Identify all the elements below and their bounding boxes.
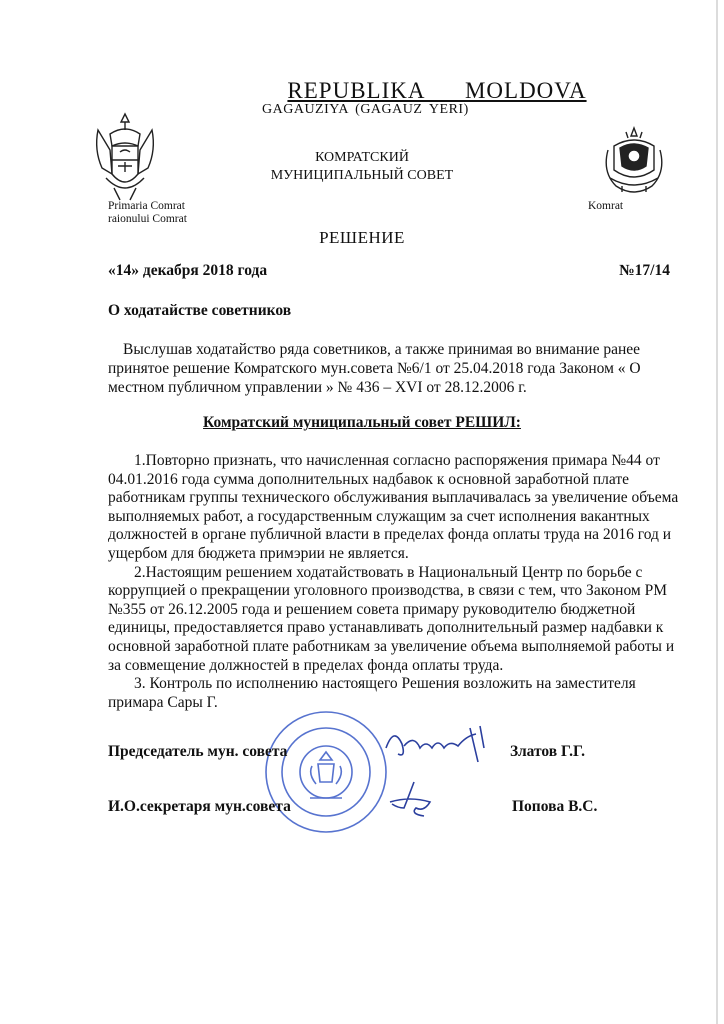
- preamble-paragraph: Выслушав ходатайство ряда советников, а также принимая во внимание ранее принятое решение Комратского мун.совета №6/1 от 25.04.2018 года Законом « О местном публичном управлении » № 436 – XVI от 28.12.2006 г.: [108, 341, 641, 396]
- council-name-line2: МУНИЦИПАЛЬНЫЙ СОВЕТ: [270, 168, 454, 183]
- council-name-line1: КОМРАТСКИЙ: [315, 150, 409, 165]
- chair-signature: [380, 718, 490, 768]
- primaria-label-line2: raionului Comrat: [108, 213, 187, 225]
- komrat-label: Komrat: [588, 200, 624, 212]
- secretary-name: Попова В.С.: [512, 798, 598, 815]
- country-heading: REPUBLIKA MOLDOVA: [287, 78, 587, 103]
- primaria-label-line1: Primaria Comrat: [108, 200, 185, 212]
- chair-label: Председатель мун. совета: [108, 743, 288, 760]
- document-subject: О ходатайстве советников: [108, 302, 292, 319]
- region-heading: GAGAUZIYA (GAGAUZ YERI): [262, 102, 469, 117]
- resolution-item: 2.Настоящим решением ходатайствовать в Национальный Центр по борьбе с коррупцией о прекращении уголовного производства, в связи с тем, что Законом РМ №355 от 26.12.2005 года и решением совета примару руководителю бюджетной единицы, предоставляется право устанавливать дополнительный размер надбавки к основной заработной плате работникам за увеличение объема выполняемой работы и за совмещение должностей в пределах фонда оплаты труда.: [108, 563, 675, 674]
- document-date: «14» декабря 2018 года: [108, 262, 268, 279]
- resolution-item: 1.Повторно признать, что начисленная согласно распоряжения примара №44 от 04.01.2016 года сумма дополнительных надбавок к основной заработной плате работникам группы технического обслуживания выплачивалась за увеличение объема выполняемых работ, а государственным служащим за счет исполнения вакантных должностей в органе публичной власти в пределах фонда оплаты труда на 2016 год и ущербом для бюджета примэрии не является.: [108, 452, 679, 562]
- secretary-signature: [380, 778, 440, 828]
- document-title: РЕШЕНИЕ: [319, 228, 405, 247]
- document-number: №17/14: [619, 262, 670, 279]
- chair-name: Златов Г.Г.: [510, 743, 586, 760]
- resolution-heading: Комратский муниципальный совет РЕШИЛ:: [203, 414, 521, 431]
- resolution-items: [108, 452, 680, 712]
- resolution-item: 3. Контроль по исполнению настоящего Решения возложить на заместителя примара Сары Г.: [108, 675, 636, 711]
- secretary-label: И.О.секретаря мун.совета: [108, 798, 291, 815]
- official-stamp: [262, 708, 390, 836]
